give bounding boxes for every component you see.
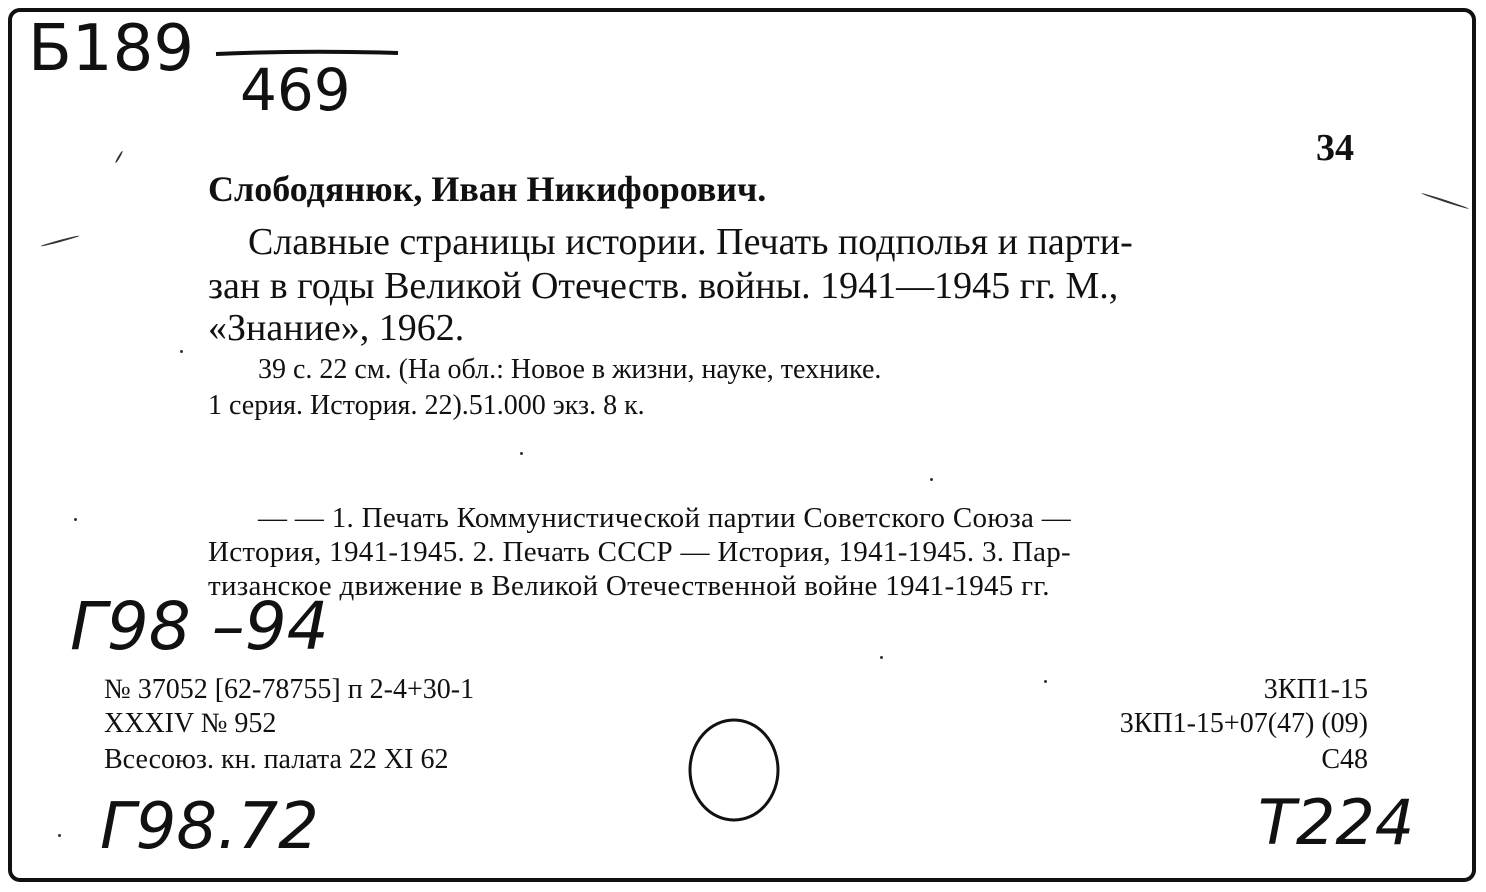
title-line: «Знание», 1962. — [208, 307, 465, 349]
classification-line: 3КП1-15 — [1263, 674, 1368, 705]
classification-line: 3КП1-15+07(47) (09) — [1119, 708, 1368, 739]
speck — [74, 518, 77, 521]
speck — [1044, 680, 1047, 683]
handwritten-mid-code: Г98 –94 — [70, 588, 329, 665]
handwritten-corner-code: Т224 — [1258, 786, 1415, 859]
classification-line: С48 — [1321, 744, 1368, 775]
physical-description-line: 39 с. 22 см. (На обл.: Новое в жизни, науке, технике. — [258, 354, 882, 385]
author-heading: Слободянюк, Иван Никифорович. — [208, 169, 767, 209]
speck — [58, 834, 61, 837]
physical-description-line: 1 серия. История. 22).51.000 экз. 8 к. — [208, 390, 645, 421]
subject-heading-line: — — 1. Печать Коммунистической партии Советского Союза — — [258, 502, 1072, 534]
title-line: зан в годы Великой Отечеств. войны. 1941—1945 гг. М., — [208, 265, 1119, 307]
speck — [520, 452, 523, 455]
subject-heading-line: История, 1941-1945. 2. Печать СССР — История, 1941-1945. 3. Пар- — [208, 536, 1072, 568]
card-number: 34 — [1316, 127, 1354, 169]
speck — [930, 478, 933, 481]
title-line: Славные страницы истории. Печать подполья и парти- — [248, 221, 1133, 263]
subject-heading-line: тизанское движение в Великой Отечественной войне 1941-1945 гг. — [208, 570, 1050, 602]
punch-hole-icon — [686, 714, 786, 824]
registry-line: № 37052 [62-78755] п 2-4+30-1 — [104, 674, 475, 705]
handwritten-top-code-under: 469 — [240, 56, 351, 124]
registry-line: XXXIV № 952 — [104, 708, 277, 739]
handwritten-bottom-code: Г98.72 — [100, 790, 319, 864]
registry-line: Всесоюз. кн. палата 22 XI 62 — [104, 744, 449, 775]
speck — [180, 350, 183, 353]
handwritten-top-code: Б189 — [28, 12, 195, 86]
speck — [880, 656, 883, 659]
